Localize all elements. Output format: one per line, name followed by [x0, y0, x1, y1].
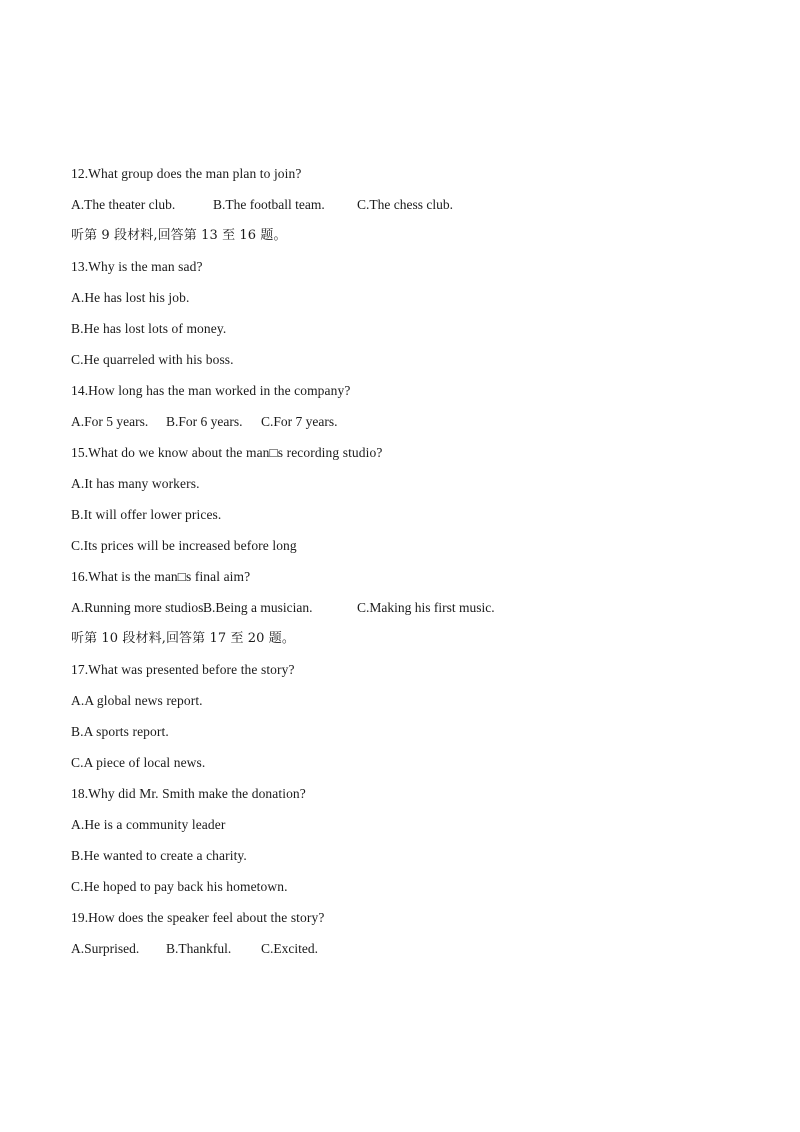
option-19-b: B.Thankful.: [166, 941, 232, 956]
option-16-a: A.Running more studios.: [71, 600, 207, 615]
options-row-19: [71, 940, 318, 1030]
question-12: 12.What group does the man plan to join?: [71, 166, 302, 181]
option-17-b: B.A sports report.: [71, 724, 169, 739]
question-17: 17.What was presented before the story?: [71, 662, 295, 677]
question-14: 14.How long has the man worked in the company?: [71, 383, 351, 398]
option-12-b: B.The football team.: [213, 197, 325, 212]
question-16: 16.What is the man□s final aim?: [71, 569, 251, 584]
question-18: 18.Why did Mr. Smith make the donation?: [71, 786, 306, 801]
option-13-c: C.He quarreled with his boss.: [71, 352, 234, 367]
option-13-b: B.He has lost lots of money.: [71, 321, 227, 336]
option-14-a: A.For 5 years.: [71, 414, 149, 429]
option-15-a: A.It has many workers.: [71, 476, 200, 491]
option-15-c: C.Its prices will be increased before long: [71, 538, 297, 553]
question-13: 13.Why is the man sad?: [71, 259, 203, 274]
option-12-a: A.The theater club.: [71, 197, 176, 212]
option-15-b: B.It will offer lower prices.: [71, 507, 222, 522]
option-18-b: B.He wanted to create a charity.: [71, 848, 247, 863]
option-13-a: A.He has lost his job.: [71, 290, 190, 305]
question-19: 19.How does the speaker feel about the story?: [71, 910, 325, 925]
option-18-a: A.He is a community leader: [71, 817, 226, 832]
option-19-a: A.Surprised.: [71, 941, 140, 956]
section-heading-10: 听第 10 段材料,回答第 17 至 20 题。: [71, 631, 295, 646]
section-heading-9: 听第 9 段材料,回答第 13 至 16 题。: [71, 228, 287, 243]
option-18-c: C.He hoped to pay back his hometown.: [71, 879, 288, 894]
option-12-c: C.The chess club.: [357, 197, 453, 212]
option-14-b: B.For 6 years.: [166, 414, 243, 429]
option-16-c: C.Making his first music.: [357, 600, 495, 615]
option-16-b: B.Being a musician.: [203, 600, 313, 615]
question-15: 15.What do we know about the man□s recording studio?: [71, 445, 383, 460]
option-14-c: C.For 7 years.: [261, 414, 338, 429]
option-17-a: A.A global news report.: [71, 693, 203, 708]
option-19-c: C.Excited.: [261, 941, 318, 956]
option-17-c: C.A piece of local news.: [71, 755, 206, 770]
